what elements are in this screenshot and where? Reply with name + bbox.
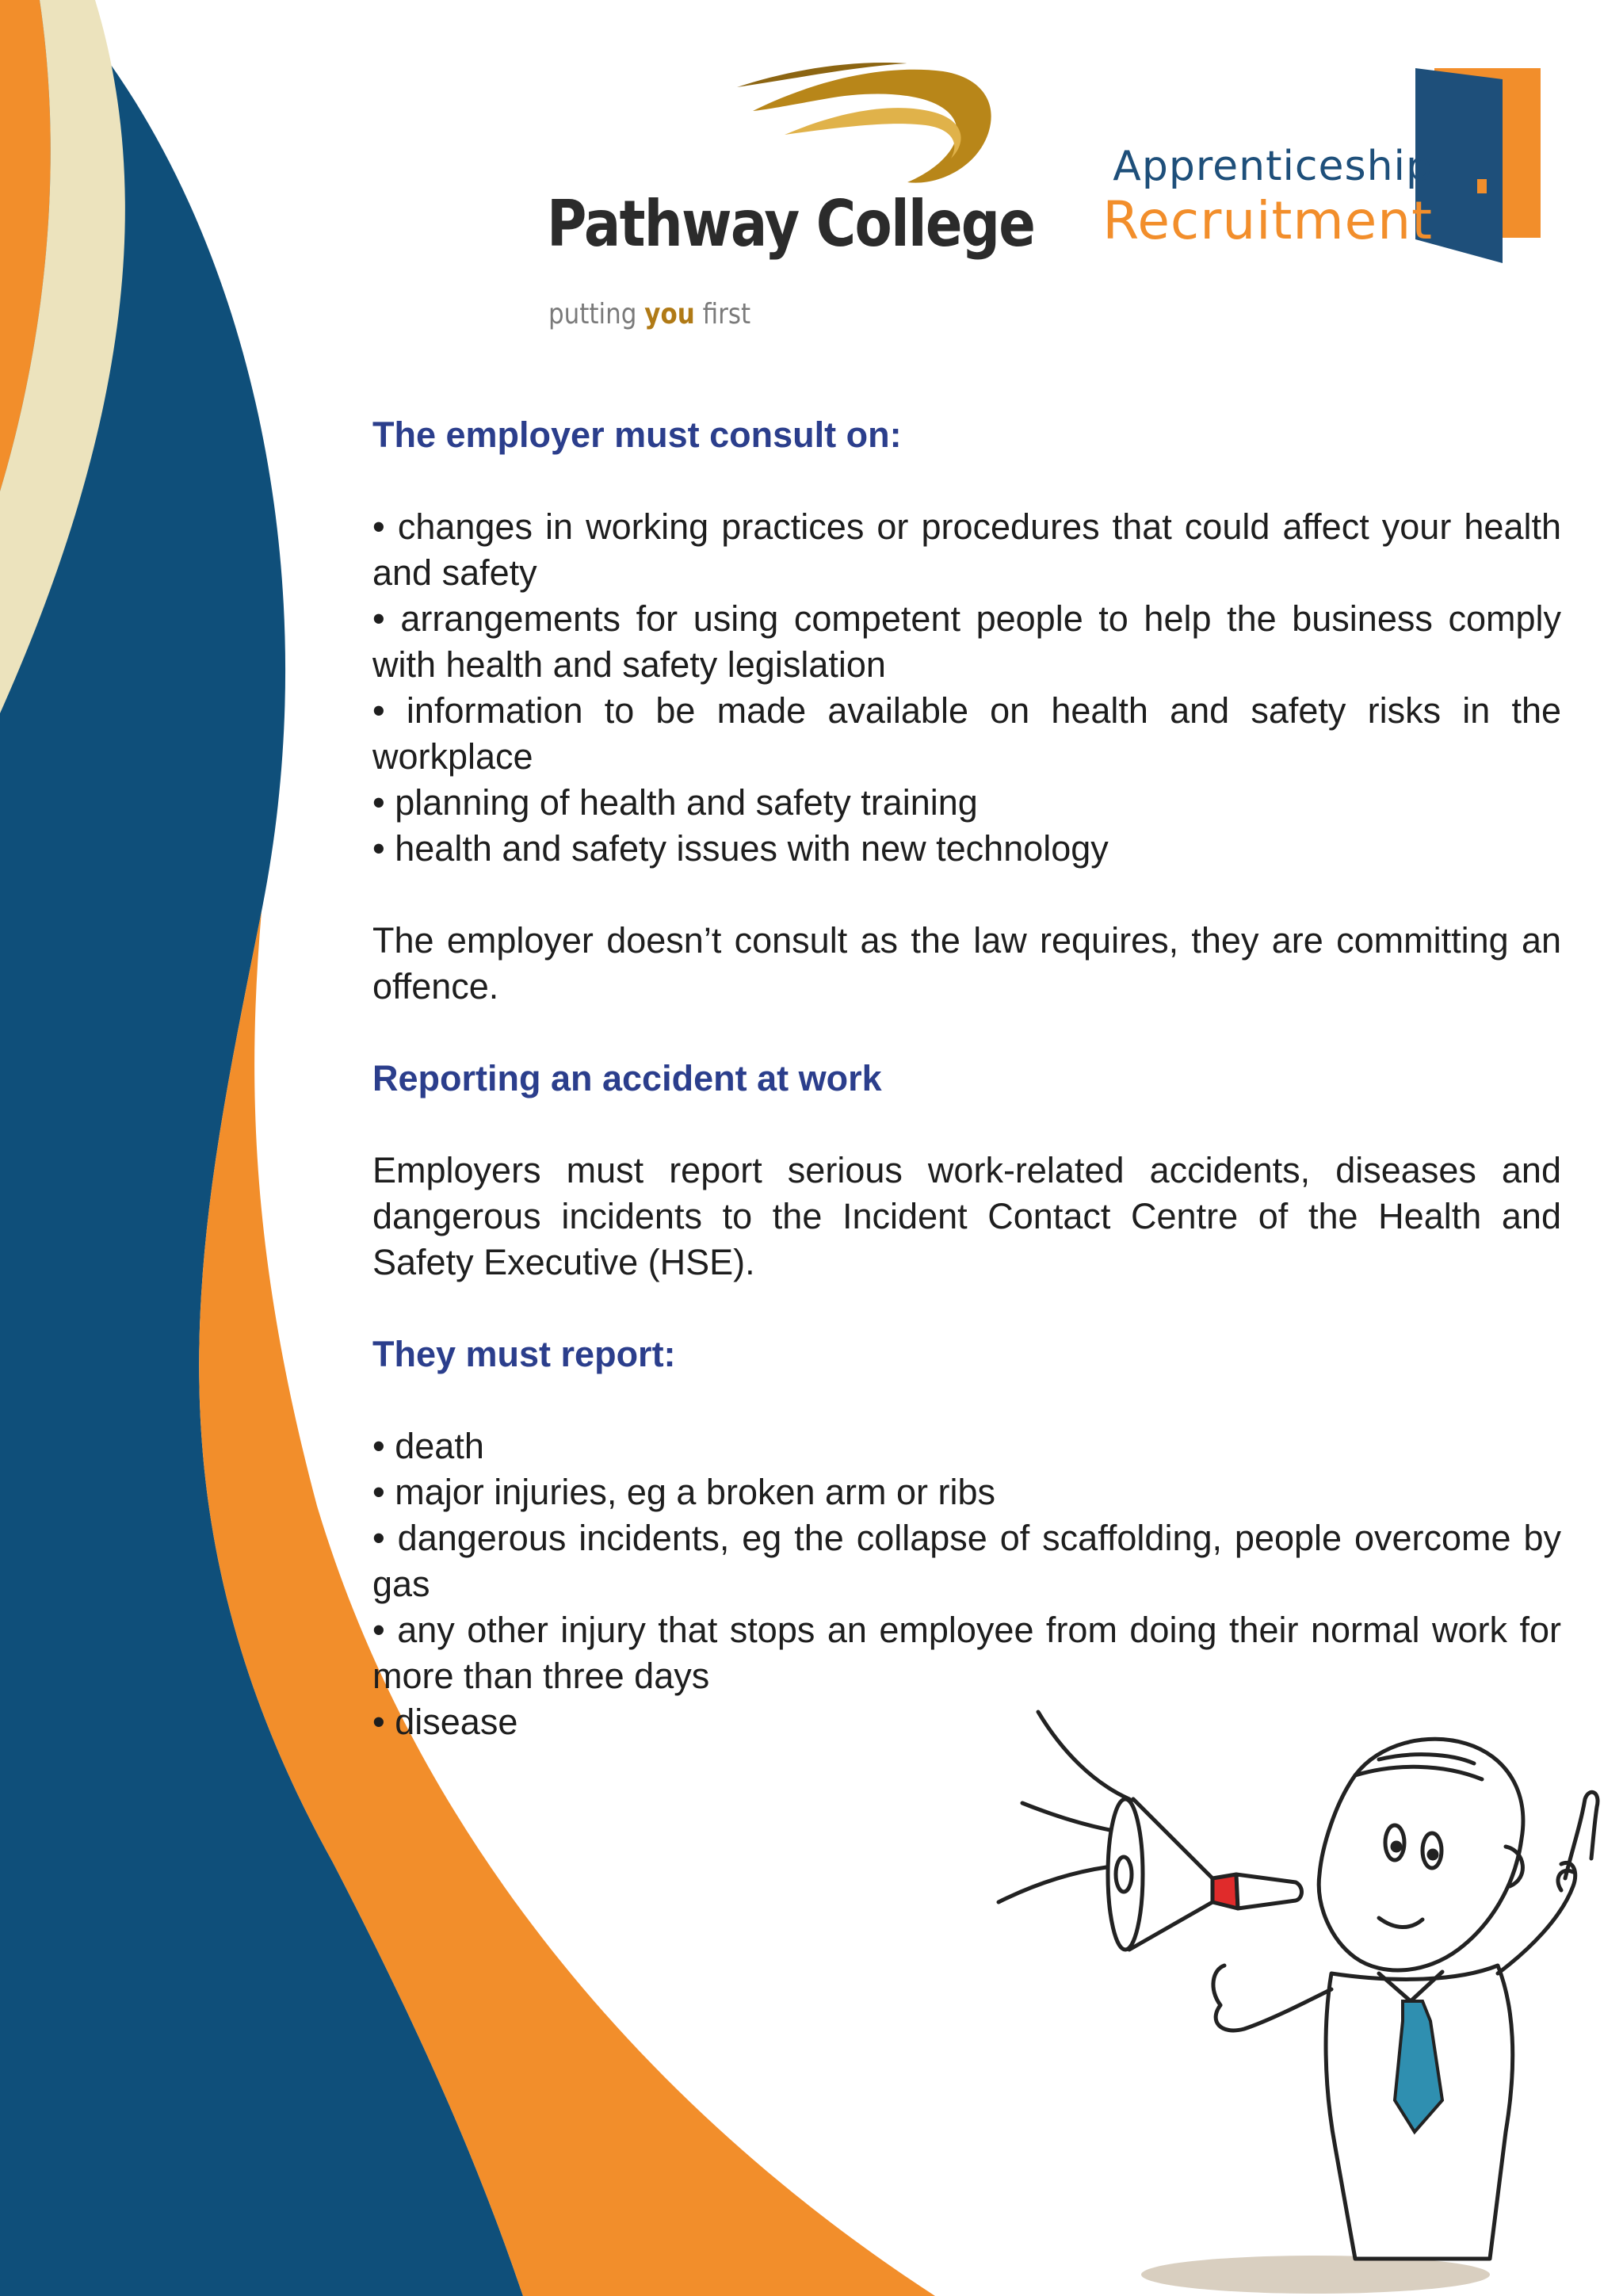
list-item: • any other injury that stops an employee from doing their normal work for more than three days — [372, 1610, 1561, 1696]
list-item: • dangerous incidents, eg the collapse of scaffolding, people overcome by gas — [372, 1518, 1561, 1604]
college-tagline: putting you first — [548, 298, 751, 330]
main-content — [372, 412, 1561, 1745]
offence-paragraph: The employer doesn’t consult as the law requires, they are committing an offence. — [372, 920, 1561, 1007]
sound-line — [1038, 1712, 1129, 1799]
megaphone-man-illustration — [983, 1688, 1617, 2296]
megaphone — [1108, 1799, 1302, 1950]
list-item: • arrangements for using competent people to help the business comply with health and safety legislation — [372, 598, 1561, 685]
heading-reporting: Reporting an accident at work — [372, 1058, 882, 1098]
list-item: • planning of health and safety training — [372, 782, 978, 823]
list-item: • major injuries, eg a broken arm or ribs — [372, 1472, 996, 1512]
list-item: • death — [372, 1426, 484, 1466]
pathway-college-logo — [539, 48, 1035, 330]
heading-consult: The employer must consult on: — [372, 415, 902, 455]
list-item: • information to be made available on health and safety risks in the workplace — [372, 690, 1561, 777]
gold-swoosh-icon — [737, 55, 999, 190]
logo-line-recruitment: Recruitment — [1102, 190, 1433, 251]
college-name: Pathway College — [547, 187, 1035, 261]
heading-must-report: They must report: — [372, 1334, 676, 1374]
list-item: • disease — [372, 1702, 518, 1742]
consult-list — [372, 504, 1561, 872]
list-item: • health and safety issues with new technology — [372, 828, 1109, 869]
reporting-paragraph: Employers must report serious work-related accidents, diseases and dangerous incidents to the Incident Contact Centre of the Health and Safety Executive (HSE). — [372, 1150, 1561, 1282]
shadow — [1141, 2256, 1490, 2294]
apprenticeship-recruitment-logo — [1062, 63, 1553, 277]
list-item: • changes in working practices or procedures that could affect your health and safety — [372, 506, 1561, 593]
logo-line-apprenticeship: Apprenticeship — [1113, 143, 1433, 190]
